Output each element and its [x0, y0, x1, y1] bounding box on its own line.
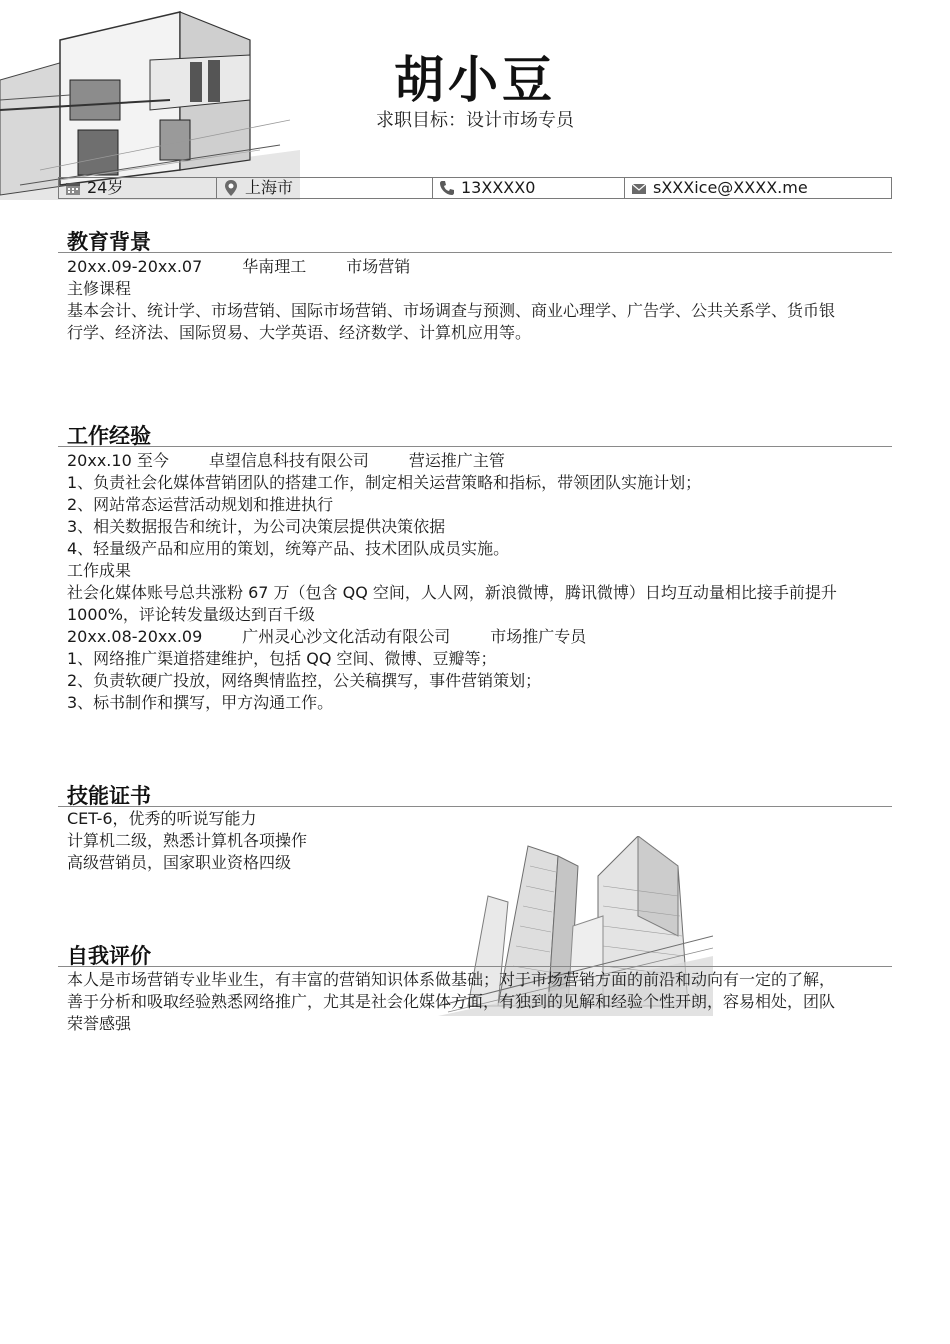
job2-row	[67, 626, 887, 648]
job1-duty: 1、负责社会化媒体营销团队的搭建工作，制定相关运营策略和指标，带领团队实施计划；	[67, 473, 702, 492]
skill-item: 计算机二级，熟悉计算机各项操作	[67, 831, 308, 850]
education-divider	[58, 252, 892, 253]
skill-item: CET-6，优秀的听说写能力	[67, 809, 257, 828]
phone-icon	[439, 180, 455, 196]
job1-position: 营运推广主管	[408, 451, 505, 470]
skills-divider	[58, 806, 892, 807]
work-divider	[58, 446, 892, 447]
skills-heading: 技能证书	[67, 784, 151, 808]
job1-duty: 2、网站常态运营活动规划和推进执行	[67, 495, 334, 514]
job1-duty: 3、相关数据报告和统计，为公司决策层提供决策依据	[67, 517, 446, 536]
education-school: 华南理工	[242, 257, 307, 276]
info-age	[59, 178, 217, 198]
phone-text: 13XXXX0	[461, 178, 536, 197]
info-email	[625, 178, 891, 198]
courses-label: 主修课程	[67, 279, 132, 298]
job1-row	[67, 450, 887, 472]
age-text: 24岁	[87, 178, 124, 197]
job1-result-line: 1000%，评论转发量级达到百千级	[67, 605, 315, 624]
job2-duty: 2、负责软硬广投放，网络舆情监控，公关稿撰写，事件营销策划；	[67, 671, 542, 690]
education-content	[67, 256, 887, 344]
work-heading: 工作经验	[67, 424, 151, 448]
info-city	[217, 178, 433, 198]
job2-company: 广州灵心沙文化活动有限公司	[242, 627, 451, 646]
education-major: 市场营销	[346, 257, 411, 276]
self-eval-heading: 自我评价	[67, 944, 151, 968]
self-eval-line: 本人是市场营销专业毕业生，有丰富的营销知识体系做基础；对于市场营销方面的前沿和动向有一定的了解，	[67, 970, 836, 989]
job2-duty: 3、标书制作和撰写，甲方沟通工作。	[67, 693, 334, 712]
info-phone	[433, 178, 625, 198]
mail-icon	[631, 181, 647, 195]
job1-results-label: 工作成果	[67, 561, 132, 580]
job1-company: 卓望信息科技有限公司	[208, 451, 369, 470]
education-period: 20xx.09-20xx.07	[67, 257, 203, 276]
job2-period: 20xx.08-20xx.09	[67, 627, 203, 646]
skills-content	[67, 808, 887, 874]
skill-item: 高级营销员，国家职业资格四级	[67, 853, 292, 872]
work-content	[67, 450, 887, 714]
job2-position: 市场推广专员	[490, 627, 587, 646]
education-heading: 教育背景	[67, 230, 151, 254]
city-text: 上海市	[245, 178, 294, 197]
self-eval-line: 荣誉感强	[67, 1014, 132, 1033]
courses-line: 基本会计、统计学、市场营销、国际市场营销、市场调查与预测、商业心理学、广告学、公共关系学、货币银	[67, 301, 836, 320]
job2-duty: 1、网络推广渠道搭建维护，包括 QQ 空间、微博、豆瓣等；	[67, 649, 497, 668]
email-text: sXXXice@XXXX.me	[653, 178, 808, 197]
candidate-name: 胡小豆	[394, 51, 556, 109]
education-row	[67, 256, 887, 278]
job1-result-line: 社会化媒体账号总共涨粉 67 万（包含 QQ 空间，人人网，新浪微博，腾讯微博）日均互动量相比接手前提升	[67, 583, 837, 602]
courses-line: 行学、经济法、国际贸易、大学英语、经济数学、计算机应用等。	[67, 323, 532, 342]
location-pin-icon	[223, 179, 239, 197]
job1-duty: 4、轻量级产品和应用的策划，统筹产品、技术团队成员实施。	[67, 539, 510, 558]
job1-period: 20xx.10 至今	[67, 451, 169, 470]
contact-info-bar	[58, 177, 892, 199]
self-eval-line: 善于分析和吸取经验熟悉网络推广，尤其是社会化媒体方面，有独到的见解和经验个性开朗，容易相处，团队	[67, 992, 836, 1011]
calendar-icon	[65, 180, 81, 196]
self-eval-content	[67, 969, 887, 1035]
self-eval-divider	[58, 966, 892, 967]
job-objective: 求职目标：设计市场专员	[376, 110, 574, 131]
